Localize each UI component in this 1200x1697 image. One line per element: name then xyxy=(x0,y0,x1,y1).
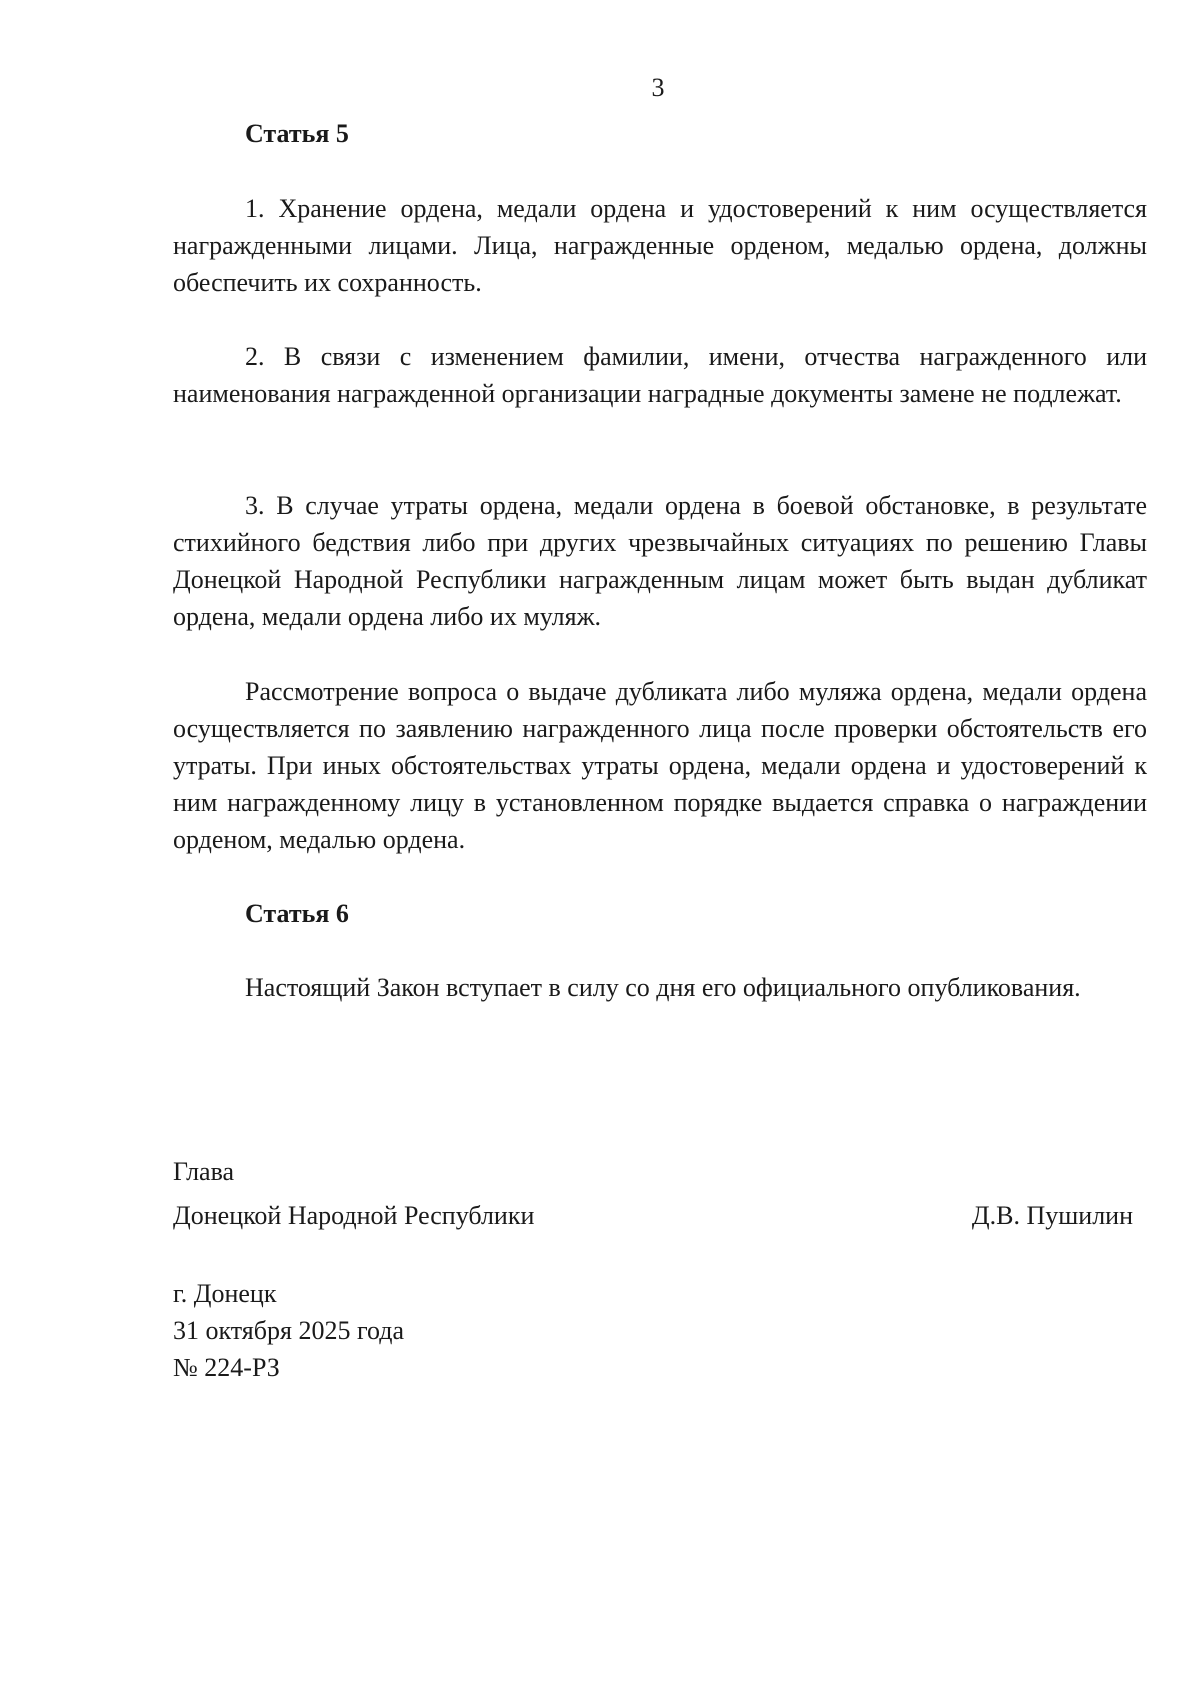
article-6-heading: Статья 6 xyxy=(245,899,349,928)
article-5-heading: Статья 5 xyxy=(245,119,349,148)
signatory-title-line-2: Донецкой Народной Республики xyxy=(173,1201,535,1230)
page-number: 3 xyxy=(651,73,665,102)
signing-date: 31 октября 2025 года xyxy=(173,1316,404,1345)
signatory-title-line-1: Глава xyxy=(173,1157,235,1186)
article-6-paragraph-1: Настоящий Закон вступает в силу со дня его официального опубликования. xyxy=(245,973,1081,1002)
article-5-paragraph-2: 2. В связи с изменением фамилии, имени, отчества награжденного или наименования награжденной организации наградные документы замене не подлежат. xyxy=(173,342,1147,408)
signatory-name: Д.В. Пушилин xyxy=(971,1201,1133,1230)
law-number: № 224-РЗ xyxy=(173,1353,280,1382)
article-5-paragraph-4: Рассмотрение вопроса о выдаче дубликата либо муляжа ордена, медали ордена осуществляется по заявлению награжденного лица после проверки обстоятельств его утраты. При иных обстоятельствах утраты ордена, медали ордена и удостоверений к ним награжденному лицу в установленном порядке выдается справка о награждении орденом, медалью ордена. xyxy=(173,677,1147,854)
article-5-paragraph-3: 3. В случае утраты ордена, медали ордена в боевой обстановке, в результате стихийного бедствия либо при других чрезвычайных ситуациях по решению Главы Донецкой Народной Республики награжденным лицам может быть выдан дубликат ордена, медали ордена либо их муляж. xyxy=(173,491,1147,631)
article-5-paragraph-1: 1. Хранение ордена, медали ордена и удостоверений к ним осуществляется награжденными лицами. Лица, награжденные орденом, медалью ордена, должны обеспечить их сохранность. xyxy=(173,194,1147,297)
signing-place: г. Донецк xyxy=(173,1279,277,1308)
